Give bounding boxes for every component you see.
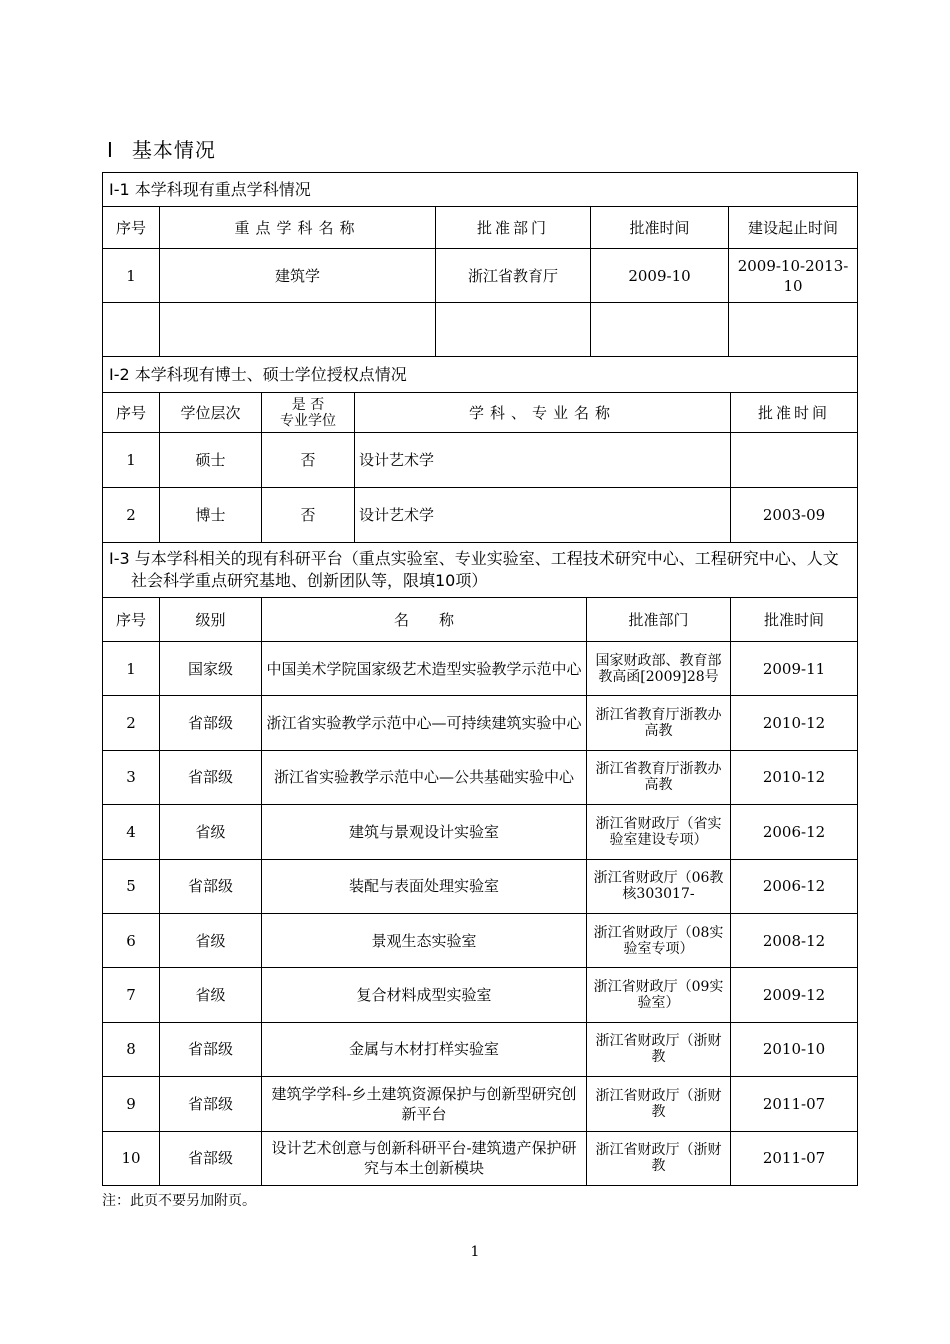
cell-level: 省部级 [160,1131,262,1185]
header-cell: 批准时间 [731,393,858,433]
cell-level: 省级 [160,913,262,967]
cell-date: 2008-12 [731,913,858,967]
cell-dept: 浙江省财政厅（09实验室） [587,968,731,1022]
cell-level: 国家级 [160,642,262,696]
header-line: 专业学位 [280,412,336,429]
cell: 建筑学 [160,249,436,303]
cell-dept: 浙江省教育厅浙教办高教 [587,696,731,750]
cell-name: 浙江省实验教学示范中心—可持续建筑实验中心 [262,696,587,750]
table-degree-programs [102,356,858,543]
header-cell: 学科、专业名称 [355,393,731,433]
cell-no: 1 [103,642,160,696]
cell [591,303,729,357]
table-row [103,433,858,488]
cell-no: 9 [103,1077,160,1131]
header-line: 是 否 [291,396,325,413]
cell-level: 省部级 [160,750,262,804]
cell: 博士 [160,488,262,543]
table-row [103,1131,858,1185]
cell-name: 景观生态实验室 [262,913,587,967]
header-cell: 学位层次 [160,393,262,433]
cell [731,433,858,488]
cell-name: 设计艺术创意与创新科研平台-建筑遗产保护研究与本土创新模块 [262,1131,587,1185]
table-row [103,913,858,967]
cell-date: 2006-12 [731,805,858,859]
table-row [103,303,858,357]
header-cell-professional [262,393,355,433]
cell-date: 2011-07 [731,1131,858,1185]
cell [160,303,436,357]
cell: 否 [262,433,355,488]
table-key-disciplines [102,172,858,357]
cell-dept: 浙江省财政厅（浙财教 [587,1022,731,1076]
cell-dept: 浙江省财政厅（浙财教 [587,1131,731,1185]
cell-dept: 浙江省财政厅（08实验室专项） [587,913,731,967]
cell [729,303,858,357]
cell: 2003-09 [731,488,858,543]
cell-no: 2 [103,696,160,750]
page-number: 1 [470,1244,480,1260]
page-heading [107,134,216,163]
cell-name: 建筑与景观设计实验室 [262,805,587,859]
header-cell: 重点学科名称 [160,207,436,249]
cell-level: 省部级 [160,696,262,750]
cell-level: 省部级 [160,859,262,913]
table-row [103,859,858,913]
table-row [103,696,858,750]
cell-name: 建筑学学科-乡土建筑资源保护与创新型研究创新平台 [262,1077,587,1131]
cell: 设计艺术学 [355,433,731,488]
cell: 浙江省教育厅 [436,249,591,303]
header-cell: 批准部门 [587,598,731,642]
header-cell: 级别 [160,598,262,642]
cell [103,303,160,357]
table-row [103,249,858,303]
cell [436,303,591,357]
cell-name: 复合材料成型实验室 [262,968,587,1022]
header-cell: 名 称 [262,598,587,642]
cell-date: 2009-12 [731,968,858,1022]
header-cell: 建设起止时间 [729,207,858,249]
cell-name: 中国美术学院国家级艺术造型实验教学示范中心 [262,642,587,696]
cell: 2 [103,488,160,543]
cell-level: 省级 [160,968,262,1022]
cell: 1 [103,433,160,488]
header-cell: 批准时间 [591,207,729,249]
cell: 2009-10 [591,249,729,303]
cell-dept: 国家财政部、教育部教高函[2009]28号 [587,642,731,696]
table-row [103,968,858,1022]
section-title-1: Ⅰ-1 本学科现有重点学科情况 [103,173,858,207]
header-cell: 批准时间 [731,598,858,642]
table-row [103,1022,858,1076]
cell-dept: 浙江省财政厅（浙财教 [587,1077,731,1131]
header-cell: 序号 [103,598,160,642]
cell-date: 2010-12 [731,750,858,804]
cell-date: 2010-10 [731,1022,858,1076]
cell: 1 [103,249,160,303]
cell: 硕士 [160,433,262,488]
table-row [103,642,858,696]
cell-no: 6 [103,913,160,967]
cell-level: 省部级 [160,1077,262,1131]
heading-roman: Ⅰ [107,138,114,162]
table-research-platforms [102,542,858,1186]
footnote: 注：此页不要另加附页。 [102,1193,256,1209]
heading-title: 基本情况 [131,138,216,162]
header-cell: 序号 [103,207,160,249]
cell-name: 金属与木材打样实验室 [262,1022,587,1076]
cell-no: 5 [103,859,160,913]
table-row [103,805,858,859]
cell-level: 省部级 [160,1022,262,1076]
cell-no: 7 [103,968,160,1022]
section-title-2: Ⅰ-2 本学科现有博士、硕士学位授权点情况 [103,357,858,393]
cell-date: 2011-07 [731,1077,858,1131]
cell-name: 浙江省实验教学示范中心—公共基础实验中心 [262,750,587,804]
cell-no: 4 [103,805,160,859]
table-row [103,1077,858,1131]
cell-no: 3 [103,750,160,804]
table-row [103,488,858,543]
table-row [103,750,858,804]
cell: 2009-10-2013-10 [729,249,858,303]
cell-no: 10 [103,1131,160,1185]
section-title-3: Ⅰ-3 与本学科相关的现有科研平台（重点实验室、专业实验室、工程技术研究中心、工程研究中心、人文社会科学重点研究基地、创新团队等，限填10项） [103,543,858,598]
cell-dept: 浙江省财政厅（省实验室建设专项） [587,805,731,859]
cell-date: 2006-12 [731,859,858,913]
cell-date: 2010-12 [731,696,858,750]
cell-dept: 浙江省教育厅浙教办高教 [587,750,731,804]
header-cell: 批准部门 [436,207,591,249]
cell-name: 装配与表面处理实验室 [262,859,587,913]
cell-dept: 浙江省财政厅（06教核303017- [587,859,731,913]
cell: 否 [262,488,355,543]
cell-date: 2009-11 [731,642,858,696]
cell-level: 省级 [160,805,262,859]
cell: 设计艺术学 [355,488,731,543]
header-cell: 序号 [103,393,160,433]
cell-no: 8 [103,1022,160,1076]
